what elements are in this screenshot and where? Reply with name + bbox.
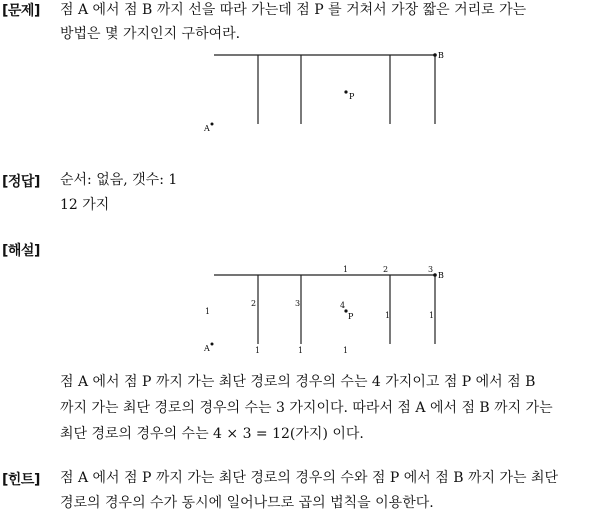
problem-line-2: 방법은 몇 가지인지 구하여라.	[60, 26, 241, 42]
count-bottom-3: 1	[343, 346, 349, 355]
count-bottom-1: 1	[255, 346, 261, 355]
count-left: 1	[205, 307, 211, 316]
point-a-label: A	[204, 124, 210, 133]
hint-line-1: 점 A 에서 점 P 까지 가는 최단 경로의 경우의 수와 점 P 에서 점 B 까지 가는 최단	[60, 470, 559, 486]
count-top-3: 3	[428, 265, 434, 274]
hint-line-2: 경로의 경우의 수가 동시에 일어나므로 곱의 법칙을 이용한다.	[60, 495, 434, 511]
count-col-1: 2	[251, 299, 257, 308]
count-mid-2: 1	[429, 311, 435, 320]
count-bottom-2: 1	[298, 346, 304, 355]
point-b-label: B	[438, 51, 444, 60]
explanation-line-1: 점 A 에서 점 P 까지 가는 최단 경로의 경우의 수는 4 가지이고 점 P 에서 점 B	[60, 374, 536, 390]
count-top-2: 2	[383, 265, 389, 274]
count-p: 4	[340, 301, 346, 310]
point-a-dot	[211, 343, 214, 346]
point-b-label: B	[438, 271, 444, 280]
answer-line-1: 순서: 없음, 갯수: 1	[60, 172, 178, 188]
explanation-tag: [해설]	[2, 243, 40, 259]
answer-line-2: 12 가지	[60, 197, 110, 213]
explanation-line-2: 까지 가는 최단 경로의 경우의 수는 3 가지이다. 따라서 점 A 에서 점 B 까지 가는	[60, 400, 553, 416]
point-b-dot	[433, 273, 437, 277]
point-p-label: P	[349, 92, 355, 101]
answer-tag: [정답]	[2, 174, 40, 190]
point-p-label: P	[348, 312, 354, 321]
count-col-2: 3	[295, 299, 301, 308]
point-a-label: A	[204, 344, 210, 353]
count-mid-1: 1	[385, 311, 391, 320]
hint-tag: [힌트]	[2, 472, 40, 488]
problem-tag: [문제]	[2, 3, 40, 19]
explanation-line-3: 최단 경로의 경우의 수는 4 × 3 = 12(가지) 이다.	[60, 426, 364, 442]
problem-line-1: 점 A 에서 점 B 까지 선을 따라 가는데 점 P 를 거쳐서 가장 짧은 거리로 가는	[60, 2, 527, 18]
count-top-1: 1	[343, 265, 349, 274]
